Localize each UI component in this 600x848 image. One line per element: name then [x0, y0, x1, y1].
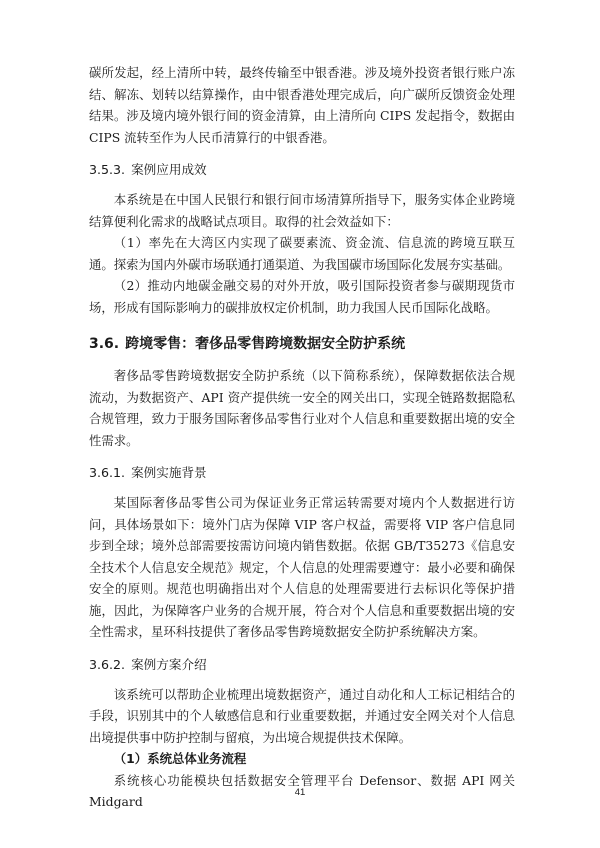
- section-title: 案例实施背景: [131, 465, 207, 480]
- paragraph: 本系统是在中国人民银行和银行间市场清算所指导下，服务实体企业跨境结算便利化需求的战略试点项目。取得的社会效益如下：: [89, 192, 515, 229]
- section-number: 3.6.1.: [89, 465, 126, 480]
- section-title: 案例方案介绍: [131, 656, 207, 672]
- page-number: 41: [294, 787, 306, 798]
- paragraph: 某国际奢侈品零售公司为保证业务正常运转需要对境内个人数据进行访问，具体场景如下：境外门店为保障 VIP 客户权益，需要将 VIP 客户信息同步到全球；境外总部需要按需访问境内销售数据。依据 GB/T35273《信息安全技术个人信息安全规范》规定，个人信息的处理需要遵守：最小必要和确保安全的原则。规范也明确指出对个人信息的处理需要进行去标识化等保护措施，因此，为保障客户业务的合规开展，符合对个人信息和重要数据出境的安全性需求，星环科技提供了奢侈品零售跨境数据安全防护系统解决方案。: [89, 495, 515, 639]
- paragraph: 该系统可以帮助企业梳理出境数据资产，通过自动化和人工标记相结合的手段，识别其中的个人敏感信息和行业重要数据，并通过安全网关对个人信息出境提供事中防护控制与留痕，为出境合规提供技术保障。: [89, 686, 515, 745]
- section-3-6-2-heading: [89, 656, 515, 674]
- section-3-5-3-heading: [89, 161, 515, 179]
- section-title: 案例应用成效: [131, 162, 207, 177]
- page-content: [89, 62, 515, 813]
- section-3-6-1-heading: [89, 464, 515, 482]
- paragraph: 系统核心功能模块包括数据安全管理平台 Defensor、数据 API 网关 Midgard: [89, 772, 515, 809]
- section-3-6-heading: [89, 334, 515, 354]
- section-number: 3.6.: [89, 336, 120, 352]
- paragraph: （1）率先在大湾区内实现了碳要素流、资金流、信息流的跨境互联互通。探索为国内外碳市场联通打通渠道、为我国碳市场国际化发展夯实基础。: [89, 235, 515, 272]
- section-number: 3.5.3.: [89, 162, 126, 177]
- paragraph: （2）推动内地碳金融交易的对外开放，吸引国际投资者参与碳期现货市场，形成有国际影响力的碳排放权定价机制，助力我国人民币国际化战略。: [89, 278, 515, 315]
- paragraph: 奢侈品零售跨境数据安全防护系统（以下简称系统），保障数据依法合规流动，为数据资产、API 资产提供统一安全的网关出口，实现全链路数据隐私合规管理，致力于服务国际奢侈品零售行业对个人信息和重要数据出境的安全性需求。: [89, 368, 515, 448]
- section-number: 3.6.2.: [89, 656, 126, 672]
- section-title: 跨境零售：奢侈品零售跨境数据安全防护系统: [125, 336, 406, 352]
- intro-paragraph: 碳所发起，经上清所中转，最终传输至中银香港。涉及境外投资者银行账户冻结、解冻、划转以结算操作，由中银香港处理完成后，向广碳所反馈资金处理结果。涉及境内境外银行间的资金清算，由上清所向 CIPS 发起指令，数据由 CIPS 流转至作为人民币清算行的中银香港。: [89, 65, 515, 145]
- subheading: （1）系统总体业务流程: [113, 751, 247, 766]
